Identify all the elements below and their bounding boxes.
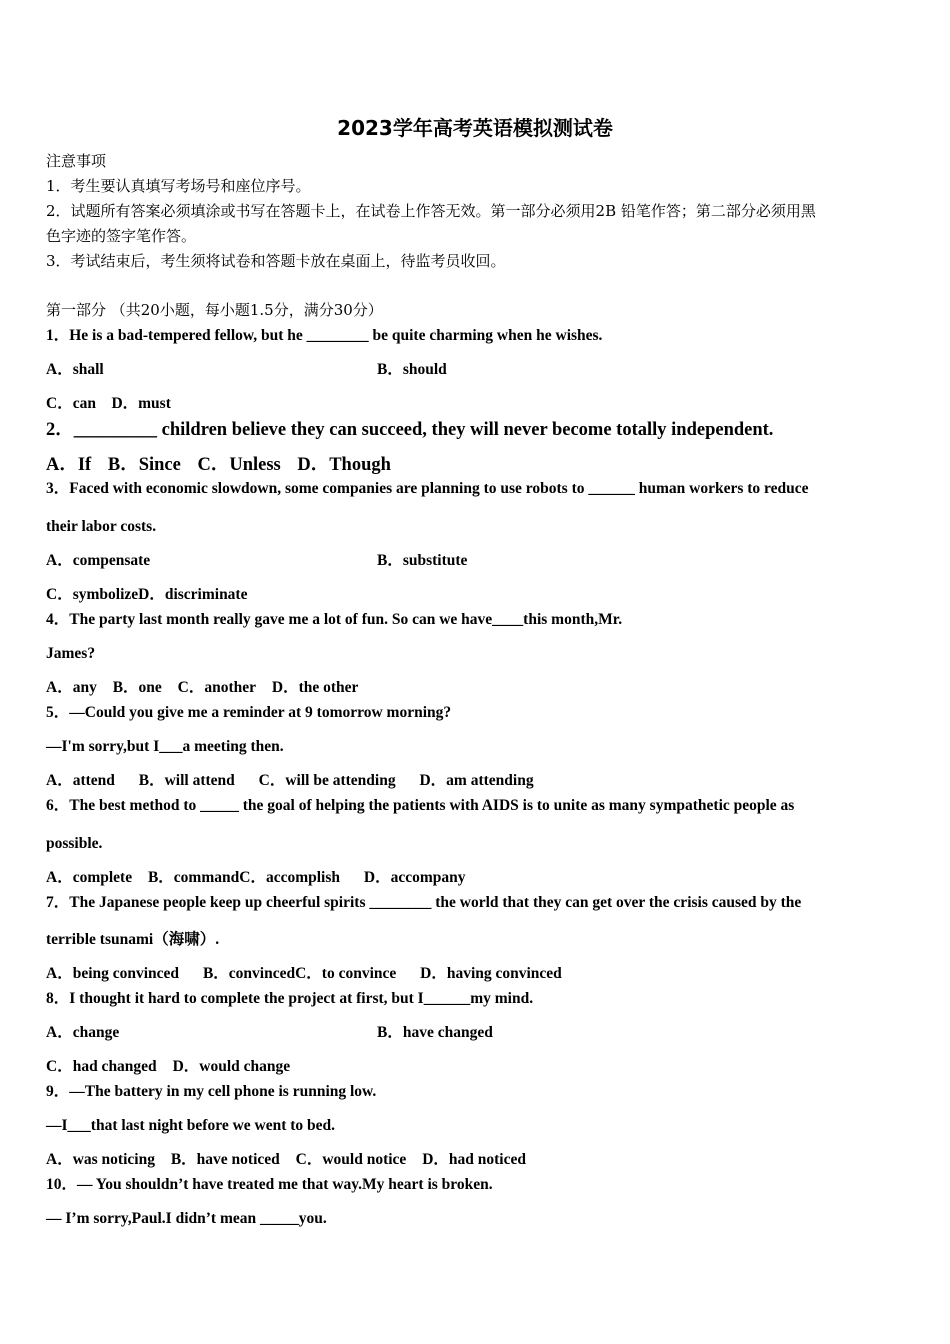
question-stem: 9．—The battery in my cell phone is running low. [46, 1083, 377, 1100]
question-stem-cont: terrible tsunami（海啸）. [46, 931, 220, 948]
notice-heading: 注意事项 [46, 152, 107, 170]
option-d[interactable]: D．would change [172, 1058, 291, 1075]
option-bc[interactable]: B．convincedC．to convince [202, 965, 397, 982]
question-stem: 6．The best method to _____ the goal of helping the patients with AIDS is to unite as many sympathetic people as [46, 797, 795, 814]
option-d[interactable]: D．having convinced [420, 965, 562, 982]
option-c[interactable]: C．would notice [295, 1151, 407, 1168]
option-cd[interactable]: C．can D．must [46, 395, 171, 412]
option-b[interactable]: B．substitute [377, 552, 468, 569]
question-stem: 5．—Could you give me a reminder at 9 tomorrow morning? [46, 704, 452, 721]
question-stem: 3．Faced with economic slowdown, some companies are planning to use robots to ______ human workers to reduce [46, 480, 809, 497]
option-a[interactable]: A．being convinced [46, 965, 180, 982]
options-row [46, 1058, 290, 1076]
option-c[interactable]: C．had changed [46, 1058, 157, 1075]
options-row [46, 1151, 526, 1169]
option-c[interactable]: C．will be attending [258, 772, 396, 789]
option-a[interactable]: A．complete [46, 869, 133, 886]
question-stem-cont: —I___that last night before we went to bed. [46, 1117, 336, 1134]
option-cd[interactable]: C．symbolizeD．discriminate [46, 586, 248, 603]
option-b[interactable]: B．have changed [377, 1024, 493, 1041]
question-stem: 7．The Japanese people keep up cheerful spirits ________ the world that they can get over the crisis caused by the [46, 894, 802, 911]
option-c[interactable]: C．Unless [197, 455, 281, 475]
options-row [46, 454, 391, 476]
option-d[interactable]: D．Though [297, 455, 391, 475]
notice-item: 1．考生要认真填写考场号和座位序号。 [46, 177, 311, 195]
option-b[interactable]: B．will attend [138, 772, 235, 789]
options-row [46, 679, 358, 697]
question-stem-cont: —I'm sorry,but I___a meeting then. [46, 738, 284, 755]
question-stem-cont: their labor costs. [46, 518, 157, 535]
option-a[interactable]: A．If [46, 455, 92, 475]
question-stem: 4．The party last month really gave me a lot of fun. So can we have____this month,Mr. [46, 611, 623, 628]
option-b[interactable]: B．one [112, 679, 162, 696]
option-a[interactable]: A．was noticing [46, 1151, 155, 1168]
question-stem: 2．_________ children believe they can succeed, they will never become totally independent. [46, 420, 774, 440]
option-a[interactable]: A．change [46, 1024, 120, 1041]
options-row [46, 772, 534, 790]
question-stem: 8．I thought it hard to complete the project at first, but I______my mind. [46, 990, 534, 1007]
option-a[interactable]: A．shall [46, 361, 104, 378]
question-stem-cont: James? [46, 645, 96, 662]
notice-item: 色字迹的签字笔作答。 [46, 227, 197, 245]
section-heading: 第一部分 （共20小题，每小题1.5分，满分30分） [46, 301, 383, 319]
option-a[interactable]: A．any [46, 679, 97, 696]
option-c[interactable]: C．another [177, 679, 257, 696]
option-bc[interactable]: B．commandC．accomplish [147, 869, 341, 886]
option-a[interactable]: A．attend [46, 772, 115, 789]
options-row [46, 965, 562, 983]
question-stem-cont: possible. [46, 835, 103, 852]
question-stem: 1．He is a bad-tempered fellow, but he ________ be quite charming when he wishes. [46, 327, 603, 344]
option-b[interactable]: B．should [377, 361, 447, 378]
options-row [46, 869, 466, 887]
question-stem: 10．— You shouldn’t have treated me that way.My heart is broken. [46, 1176, 493, 1193]
option-b[interactable]: B．Since [107, 455, 181, 475]
option-a[interactable]: A．compensate [46, 552, 151, 569]
option-d[interactable]: D．accompany [363, 869, 466, 886]
question-stem-cont: — I’m sorry,Paul.I didn’t mean _____you. [46, 1210, 327, 1227]
option-b[interactable]: B．have noticed [170, 1151, 280, 1168]
page-title: 2023学年高考英语模拟测试卷 [337, 116, 613, 140]
notice-item: 3．考试结束后，考生须将试卷和答题卡放在桌面上，待监考员收回。 [46, 252, 506, 270]
notice-item: 2．试题所有答案必须填涂或书写在答题卡上，在试卷上作答无效。第一部分必须用2B 铅笔作答；第二部分必须用黑 [46, 202, 816, 220]
option-d[interactable]: D．had noticed [422, 1151, 526, 1168]
option-d[interactable]: D．the other [271, 679, 359, 696]
option-d[interactable]: D．am attending [419, 772, 534, 789]
